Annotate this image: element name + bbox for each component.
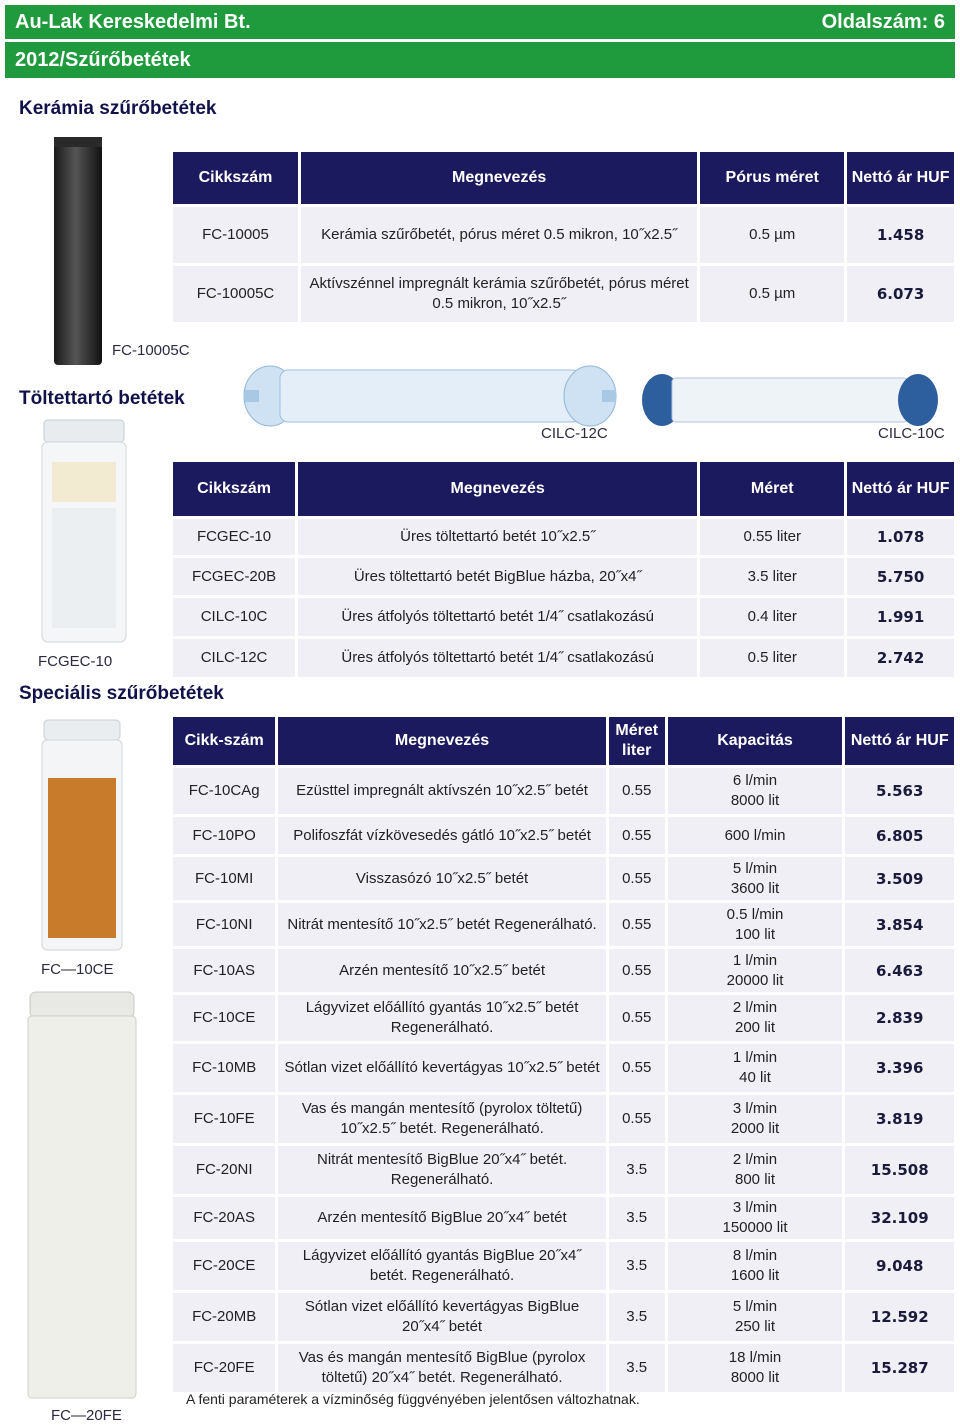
cell-code: FC-10CAg [173, 768, 275, 814]
capacity-volume: 200 lit [735, 1019, 776, 1036]
cell-code: FC-20AS [173, 1197, 275, 1239]
col-header-name: Megnevezés [298, 462, 697, 516]
cell-price: 5.563 [845, 768, 954, 814]
capacity-volume: 8000 lit [730, 1369, 780, 1386]
cell-code: FC-10PO [173, 817, 275, 854]
capacity-volume: 2000 lit [730, 1120, 780, 1137]
cell-name: Sótlan vizet előállító kevertágyas BigBlue 20˝x4˝ betét [278, 1293, 605, 1341]
table-row [173, 817, 954, 854]
col-header-size: Méret liter [609, 717, 665, 765]
table-row [173, 903, 954, 946]
header-bar [5, 5, 955, 39]
ceramic-image-caption: FC-10005C [112, 342, 190, 359]
capacity-rate: 600 l/min [724, 826, 786, 844]
capacity-volume: 250 lit [735, 1318, 776, 1335]
cell-price: 6.805 [845, 817, 954, 854]
capacity-volume: 100 lit [735, 925, 776, 943]
cell-name: Nitrát mentesítő BigBlue 20˝x4˝ betét. Regenerálható. [278, 1146, 605, 1194]
special-table [170, 714, 957, 1395]
fillable-image-caption: FCGEC-10 [38, 653, 113, 670]
capacity-rate: 18 l/min [728, 1349, 782, 1366]
table-row [173, 1293, 954, 1341]
col-header-capacity: Kapacitás [668, 717, 843, 765]
cell-size: 0.55 [609, 1044, 665, 1092]
cell-size: 0.55 [609, 949, 665, 992]
table-row: CILC-12C Üres átfolyós töltettartó betét 1/4˝ csatlakozású 0.5 liter 2.742 [173, 639, 954, 677]
capacity-rate: 0.5 l/min [726, 905, 784, 923]
table-row [173, 1146, 954, 1194]
page-number: Oldalszám: 6 [821, 10, 945, 33]
table-row [173, 768, 954, 814]
subtitle-bar [5, 42, 955, 78]
cell-size: 0.55 [609, 857, 665, 900]
cell-size: 0.55 [609, 817, 665, 854]
capacity-rate: 2 l/min [732, 1151, 778, 1168]
col-header-code: Cikkszám [173, 462, 295, 516]
cell-capacity [668, 857, 843, 900]
section-title-special: Speciális szűrőbetétek [19, 683, 224, 704]
col-header-code: Cikk-szám [173, 717, 275, 765]
cell-name: Vas és mangán mentesítő (pyrolox töltetű) 10˝x2.5˝ betét. Regenerálható. [278, 1095, 605, 1143]
cell-capacity [668, 1044, 843, 1092]
cell-price: 3.854 [845, 903, 954, 946]
cell-capacity [668, 903, 843, 946]
capacity-rate: 8 l/min [732, 1247, 778, 1264]
cell-capacity [668, 949, 843, 992]
cell-name: Ezüsttel impregnált aktívszén 10˝x2.5˝ betét [278, 768, 605, 814]
cell-size: 0.55 [609, 768, 665, 814]
table-row [173, 995, 954, 1041]
cell-size: 0.55 [609, 995, 665, 1041]
table-row [173, 949, 954, 992]
cell-size: 0.55 [609, 1095, 665, 1143]
table-row [173, 857, 954, 900]
cell-capacity [668, 995, 843, 1041]
cell-code: FC-20CE [173, 1242, 275, 1290]
cell-code: FC-10FE [173, 1095, 275, 1143]
cell-price: 2.839 [845, 995, 954, 1041]
capacity-volume: 8000 lit [730, 792, 780, 809]
capacity-rate: 1 l/min [732, 1049, 778, 1066]
cell-name: Lágyvizet előállító gyantás 10˝x2.5˝ betét Regenerálható. [278, 995, 605, 1041]
cell-price: 15.287 [845, 1344, 954, 1392]
cell-size: 0.55 [609, 903, 665, 946]
cell-name: Arzén mentesítő BigBlue 20˝x4˝ betét [278, 1197, 605, 1239]
capacity-rate: 5 l/min [732, 1298, 778, 1315]
cell-name: Lágyvizet előállító gyantás BigBlue 20˝x4˝ betét. Regenerálható. [278, 1242, 605, 1290]
cell-price: 15.508 [845, 1146, 954, 1194]
col-header-code: Cikkszám [173, 152, 298, 204]
footnote: A fenti paraméterek a vízminőség függvényében jelentősen változhatnak. [186, 1391, 640, 1407]
table-row [173, 1095, 954, 1143]
capacity-volume: 3600 lit [730, 879, 780, 897]
col-header-name: Megnevezés [301, 152, 697, 204]
cell-code: FC-10CE [173, 995, 275, 1041]
table-row: FC-10005 Kerámia szűrőbetét, pórus méret 0.5 mikron, 10˝x2.5˝ 0.5 µm 1.458 [173, 207, 954, 263]
cell-price: 3.396 [845, 1044, 954, 1092]
col-header-pore: Pórus méret [700, 152, 844, 204]
cell-name: Nitrát mentesítő 10˝x2.5˝ betét Regenerálható. [278, 903, 605, 946]
page-subtitle: 2012/Szűrőbetétek [15, 48, 191, 71]
capacity-volume: 150000 lit [722, 1219, 788, 1236]
table-row: FC-10005C Aktívszénnel impregnált kerámia szűrőbetét, pórus méret 0.5 mikron, 10˝x2.5˝ 0.5 µm 6.073 [173, 266, 954, 322]
table-row: FCGEC-20B Üres töltettartó betét BigBlue házba, 20˝x4˝ 3.5 liter 5.750 [173, 558, 954, 595]
cell-capacity [668, 1197, 843, 1239]
cell-name: Arzén mentesítő 10˝x2.5˝ betét [278, 949, 605, 992]
col-header-price: Nettó ár HUF [847, 462, 954, 516]
capacity-rate: 3 l/min [732, 1100, 778, 1117]
cell-capacity [668, 1242, 843, 1290]
section-title-fillable: Töltettartó betétek [19, 388, 185, 409]
cell-price: 3.509 [845, 857, 954, 900]
capacity-volume: 20000 lit [726, 971, 784, 989]
cell-code: FC-20NI [173, 1146, 275, 1194]
ceramic-table [170, 149, 957, 325]
company-name: Au-Lak Kereskedelmi Bt. [15, 10, 251, 33]
capacity-volume: 1600 lit [730, 1267, 780, 1284]
cell-name: Polifoszfát vízkövesedés gátló 10˝x2.5˝ betét [278, 817, 605, 854]
col-header-size: Méret [700, 462, 844, 516]
table-row [173, 1242, 954, 1290]
cell-price: 6.463 [845, 949, 954, 992]
cell-name: Vas és mangán mentesítő BigBlue (pyrolox töltetű) 20˝x4˝ betét. Regenerálható. [278, 1344, 605, 1392]
col-header-name: Megnevezés [278, 717, 605, 765]
cell-code: FC-10AS [173, 949, 275, 992]
table-row [173, 1044, 954, 1092]
col-header-price: Nettó ár HUF [845, 717, 954, 765]
col-header-price: Nettó ár HUF [847, 152, 954, 204]
cell-price: 9.048 [845, 1242, 954, 1290]
inline-housing-clear-image [240, 360, 620, 432]
table-row: CILC-10C Üres átfolyós töltettartó betét 1/4˝ csatlakozású 0.4 liter 1.991 [173, 598, 954, 636]
caption-cilc10c: CILC-10C [878, 425, 945, 442]
special-cartridge-20fe-image [26, 990, 138, 1402]
cell-price: 32.109 [845, 1197, 954, 1239]
cell-code: FC-10MI [173, 857, 275, 900]
cell-capacity [668, 1146, 843, 1194]
capacity-volume: 800 lit [735, 1171, 776, 1188]
section-title-ceramic: Kerámia szűrőbetétek [19, 98, 217, 119]
cell-capacity [668, 1095, 843, 1143]
cell-capacity [668, 768, 843, 814]
capacity-volume: 40 lit [739, 1069, 771, 1086]
cell-name: Sótlan vizet előállító kevertágyas 10˝x2.5˝ betét [278, 1044, 605, 1092]
ceramic-cartridge-image [52, 135, 104, 367]
capacity-rate: 2 l/min [732, 999, 778, 1016]
capacity-rate: 6 l/min [732, 772, 778, 789]
fillable-cartridge-image [38, 418, 130, 646]
cell-name: Visszasózó 10˝x2.5˝ betét [278, 857, 605, 900]
cell-size: 3.5 [609, 1197, 665, 1239]
cell-size: 3.5 [609, 1146, 665, 1194]
cell-capacity [668, 1344, 843, 1392]
capacity-rate: 1 l/min [732, 951, 778, 969]
cell-size: 3.5 [609, 1293, 665, 1341]
capacity-rate: 3 l/min [732, 1199, 778, 1216]
special-image-caption-2: FC—20FE [51, 1407, 122, 1424]
table-row [173, 1197, 954, 1239]
table-row [173, 1344, 954, 1392]
fillable-table [170, 459, 957, 680]
cell-size: 3.5 [609, 1242, 665, 1290]
caption-cilc12c: CILC-12C [541, 425, 608, 442]
capacity-rate: 5 l/min [732, 859, 778, 877]
table-row: FCGEC-10 Üres töltettartó betét 10˝x2.5˝ 0.55 liter 1.078 [173, 519, 954, 555]
cell-capacity [668, 817, 843, 854]
cell-code: FC-10NI [173, 903, 275, 946]
special-cartridge-10ce-image [38, 718, 126, 954]
cell-size: 3.5 [609, 1344, 665, 1392]
special-image-caption-1: FC—10CE [41, 961, 114, 978]
cell-code: FC-20FE [173, 1344, 275, 1392]
inline-housing-blue-image [640, 370, 940, 430]
cell-code: FC-20MB [173, 1293, 275, 1341]
cell-code: FC-10MB [173, 1044, 275, 1092]
cell-price: 3.819 [845, 1095, 954, 1143]
cell-price: 12.592 [845, 1293, 954, 1341]
cell-capacity [668, 1293, 843, 1341]
